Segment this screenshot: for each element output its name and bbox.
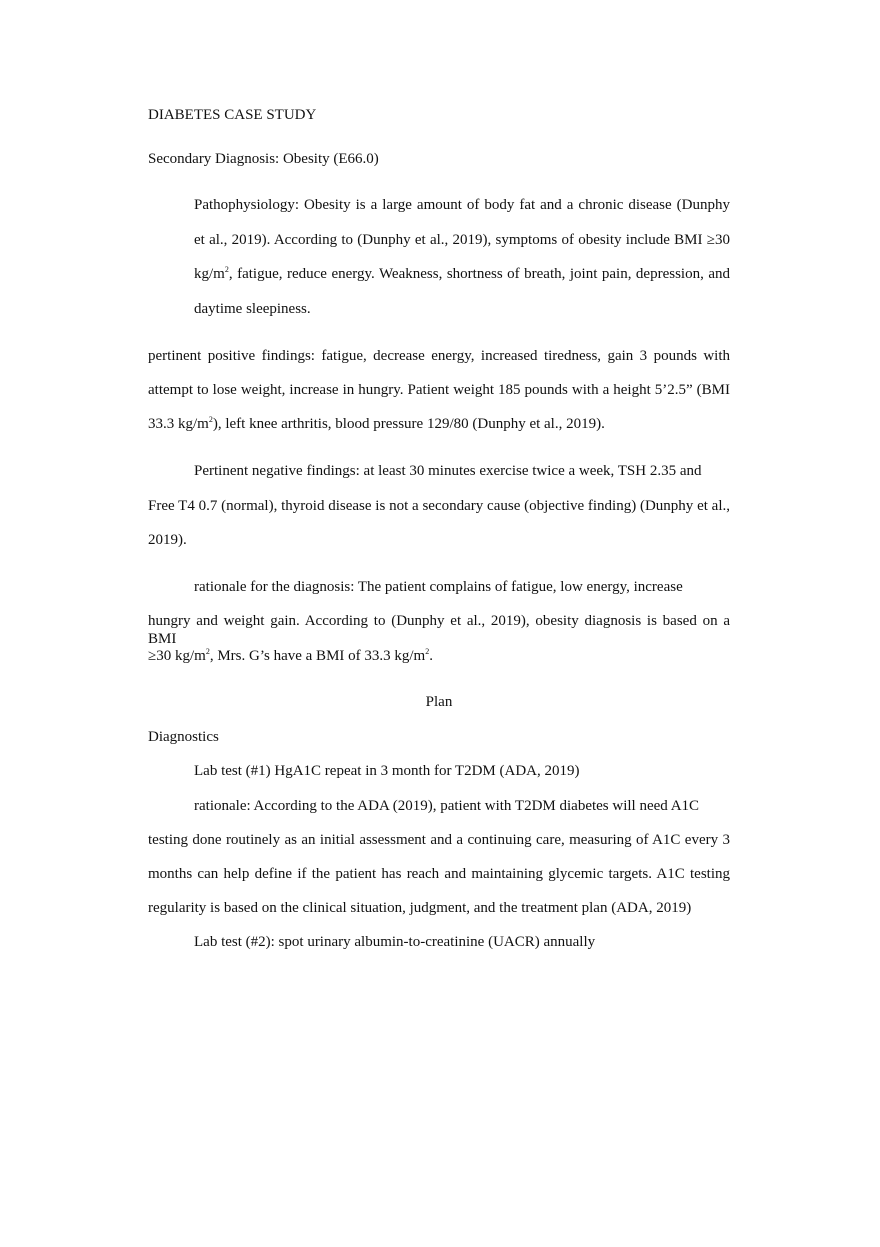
text-line-lab-test-1 — [194, 762, 730, 780]
text-segment: Pertinent negative findings: at least 30 minutes exercise twice a week, TSH 2.35 and — [194, 463, 702, 479]
text-segment: , fatigue, reduce energy. Weakness, shortness of breath, joint pain, depression, and — [228, 266, 730, 282]
text-line-plan-heading — [148, 693, 730, 711]
text-line-patho-2 — [194, 231, 730, 249]
text-line-secondary-diagnosis — [148, 150, 730, 168]
text-line-positive-2 — [148, 381, 730, 399]
text-segment: et al., 2019). According to (Dunphy et al., 2019), symptoms of obesity include BMI ≥30 — [194, 232, 730, 248]
text-segment: Lab test (#1) HgA1C repeat in 3 month for T2DM (ADA, 2019) — [194, 763, 580, 779]
text-line-patho-3 — [194, 265, 730, 283]
superscript: 2 — [205, 647, 210, 656]
text-segment: DIABETES CASE STUDY — [148, 107, 317, 123]
text-segment: regularity is based on the clinical situation, judgment, and the treatment plan (ADA, 2019) — [148, 900, 692, 916]
text-line-positive-3 — [148, 415, 730, 433]
text-segment: Secondary Diagnosis: Obesity (E66.0) — [148, 151, 379, 167]
text-segment: Plan — [425, 694, 453, 710]
text-segment: kg/m — [194, 266, 225, 282]
superscript: 2 — [425, 647, 430, 656]
text-line-patho-1 — [194, 196, 730, 214]
text-segment: 33.3 kg/m — [148, 416, 209, 432]
text-segment: hungry and weight gain. According to (Dunphy et al., 2019), obesity diagnosis is based on a BMI — [148, 613, 730, 647]
text-line-rationale-dx-3 — [148, 647, 730, 665]
text-line-rationale-a1c-2 — [148, 831, 730, 849]
text-segment: . — [429, 648, 433, 664]
text-segment: rationale: According to the ADA (2019), patient with T2DM diabetes will need A1C — [194, 798, 700, 814]
text-segment: months can help define if the patient has reach and maintaining glycemic targets. A1C testing — [148, 866, 730, 882]
superscript: 2 — [208, 415, 213, 424]
text-segment: 2019). — [148, 532, 187, 548]
text-segment: ≥30 kg/m — [148, 648, 206, 664]
text-line-negative-3 — [148, 531, 730, 549]
text-segment: Pathophysiology: Obesity is a large amount of body fat and a chronic disease (Dunphy — [194, 197, 730, 213]
text-line-patho-4 — [194, 300, 730, 318]
text-line-negative-2 — [148, 497, 730, 515]
text-line-rationale-a1c-3 — [148, 865, 730, 883]
text-line-rationale-a1c-4 — [148, 899, 730, 917]
text-segment: daytime sleepiness. — [194, 301, 311, 317]
superscript: 2 — [224, 265, 229, 274]
text-segment: , Mrs. G’s have a BMI of 33.3 kg/m — [209, 648, 426, 664]
text-line-diagnostics-heading — [148, 728, 730, 746]
text-line-rationale-dx-1 — [194, 578, 730, 596]
text-segment: pertinent positive findings: fatigue, decrease energy, increased tiredness, gain 3 pounds with — [148, 348, 730, 364]
text-line-positive-1 — [148, 347, 730, 365]
text-segment: rationale for the diagnosis: The patient complains of fatigue, low energy, increase — [194, 579, 683, 595]
text-segment: attempt to lose weight, increase in hungry. Patient weight 185 pounds with a height 5’2.5” (BMI — [148, 382, 730, 398]
text-line-rationale-a1c-1 — [194, 797, 730, 815]
text-line-negative-1 — [194, 462, 730, 480]
text-segment: Diagnostics — [148, 729, 219, 745]
text-line-lab-test-2 — [194, 933, 730, 951]
text-segment: Lab test (#2): spot urinary albumin-to-creatinine (UACR) annually — [194, 934, 596, 950]
text-segment: testing done routinely as an initial assessment and a continuing care, measuring of A1C every 3 — [148, 832, 730, 848]
text-line-title — [148, 106, 730, 124]
text-segment: ), left knee arthritis, blood pressure 129/80 (Dunphy et al., 2019). — [212, 416, 605, 432]
text-line-rationale-dx-2 — [148, 612, 730, 648]
text-segment: Free T4 0.7 (normal), thyroid disease is not a secondary cause (objective finding) (Dunphy et al., — [148, 498, 730, 514]
